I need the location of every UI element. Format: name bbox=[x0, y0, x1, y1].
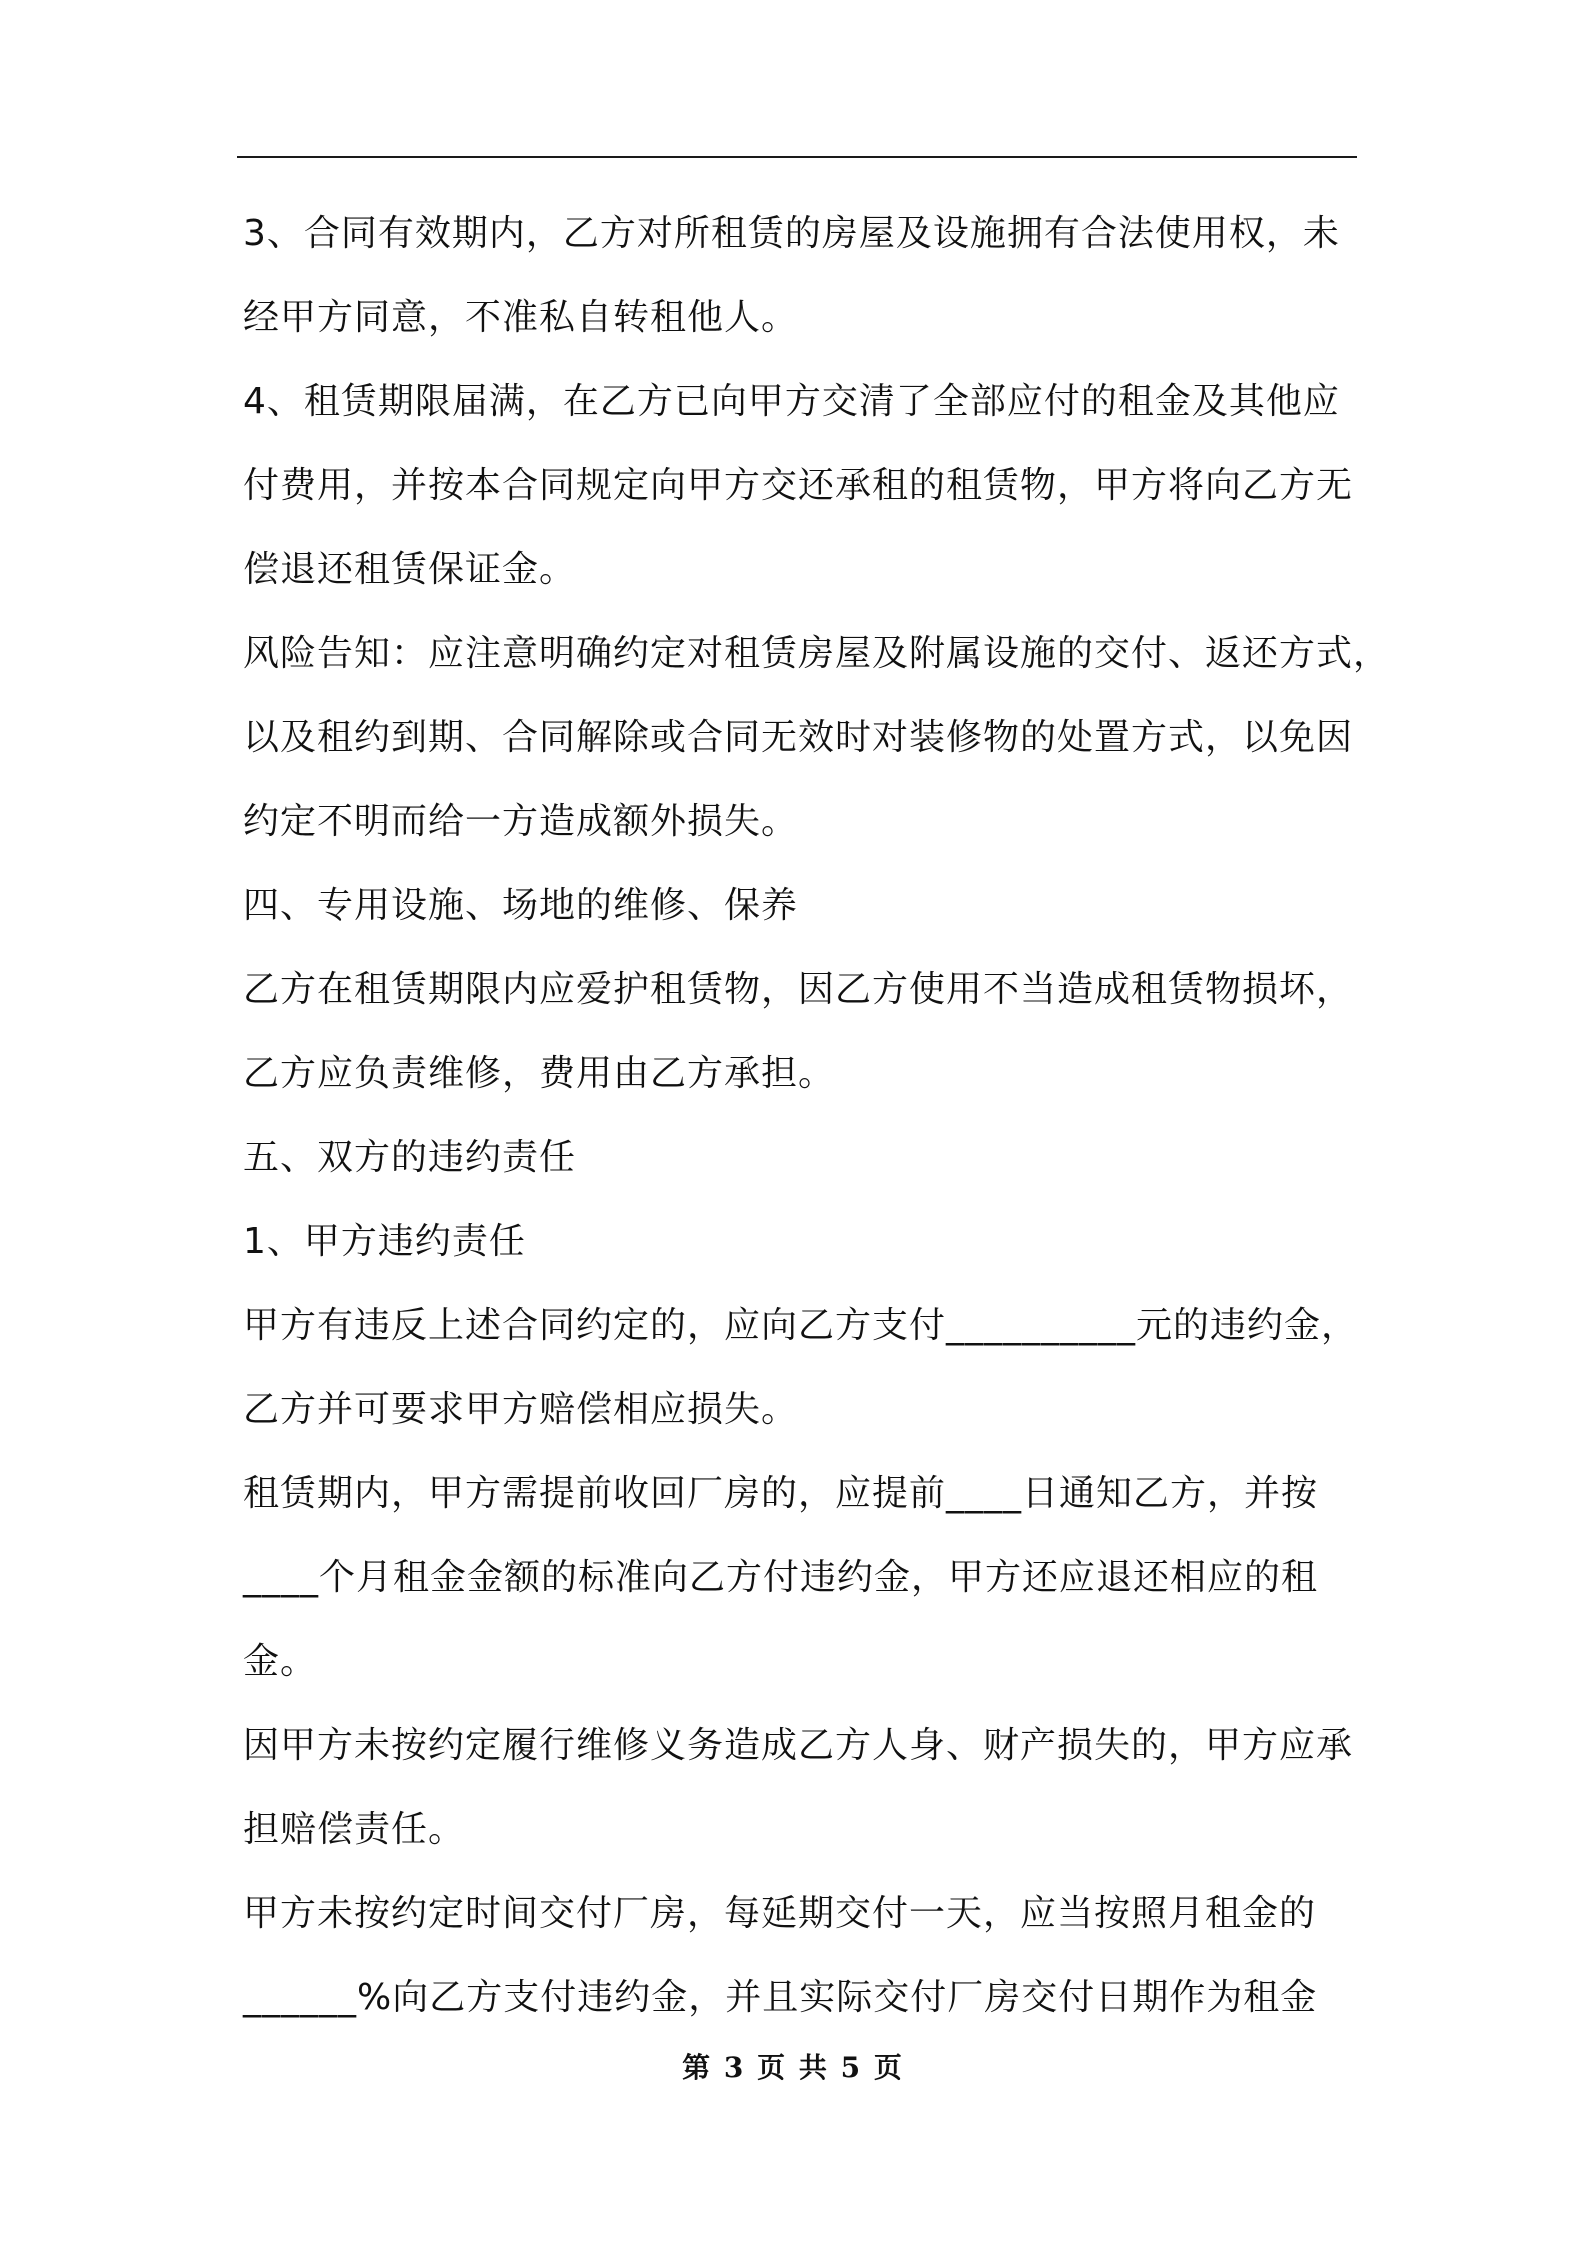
text-line: 担赔偿责任。 bbox=[243, 1809, 466, 1850]
text-line: 风险告知：应注意明确约定对租赁房屋及附属设施的交付、返还方式， bbox=[243, 633, 1391, 674]
text-line: 乙方并可要求甲方赔偿相应损失。 bbox=[243, 1389, 799, 1430]
text-line: ____个月租金金额的标准向乙方付违约金，甲方还应退还相应的租 bbox=[243, 1557, 1319, 1598]
document-body bbox=[243, 192, 1391, 2040]
text-line: 付费用，并按本合同规定向甲方交还承租的租赁物，甲方将向乙方无 bbox=[243, 465, 1354, 506]
text-line: 甲方未按约定时间交付厂房，每延期交付一天，应当按照月租金的 bbox=[243, 1893, 1317, 1934]
text-line: 乙方在租赁期限内应爱护租赁物，因乙方使用不当造成租赁物损坏， bbox=[243, 969, 1354, 1010]
section-heading: 五、双方的违约责任 bbox=[243, 1137, 577, 1178]
text-line: 3、合同有效期内，乙方对所租赁的房屋及设施拥有合法使用权，未 bbox=[243, 213, 1340, 254]
text-line: 甲方有违反上述合同约定的，应向乙方支付__________元的违约金， bbox=[243, 1305, 1359, 1346]
text-line: 金。 bbox=[243, 1641, 318, 1682]
text-line: 约定不明而给一方造成额外损失。 bbox=[243, 801, 799, 842]
text-line: 以及租约到期、合同解除或合同无效时对装修物的处置方式，以免因 bbox=[243, 717, 1354, 758]
text-line: ______%向乙方支付违约金，并且实际交付厂房交付日期作为租金 bbox=[243, 1977, 1318, 2018]
subsection-heading: 1、甲方违约责任 bbox=[243, 1221, 526, 1262]
text-line: 经甲方同意，不准私自转租他人。 bbox=[243, 297, 799, 338]
text-line: 租赁期内，甲方需提前收回厂房的，应提前____日通知乙方，并按 bbox=[243, 1473, 1319, 1514]
section-heading: 四、专用设施、场地的维修、保养 bbox=[243, 885, 799, 926]
text-line: 4、租赁期限届满，在乙方已向甲方交清了全部应付的租金及其他应 bbox=[243, 381, 1340, 422]
text-line: 乙方应负责维修，费用由乙方承担。 bbox=[243, 1053, 836, 1094]
text-line: 偿退还租赁保证金。 bbox=[243, 549, 577, 590]
page-number-footer: 第 3 页 共 5 页 bbox=[682, 2051, 904, 2084]
header-rule bbox=[237, 156, 1357, 158]
text-line: 因甲方未按约定履行维修义务造成乙方人身、财产损失的，甲方应承 bbox=[243, 1725, 1354, 1766]
